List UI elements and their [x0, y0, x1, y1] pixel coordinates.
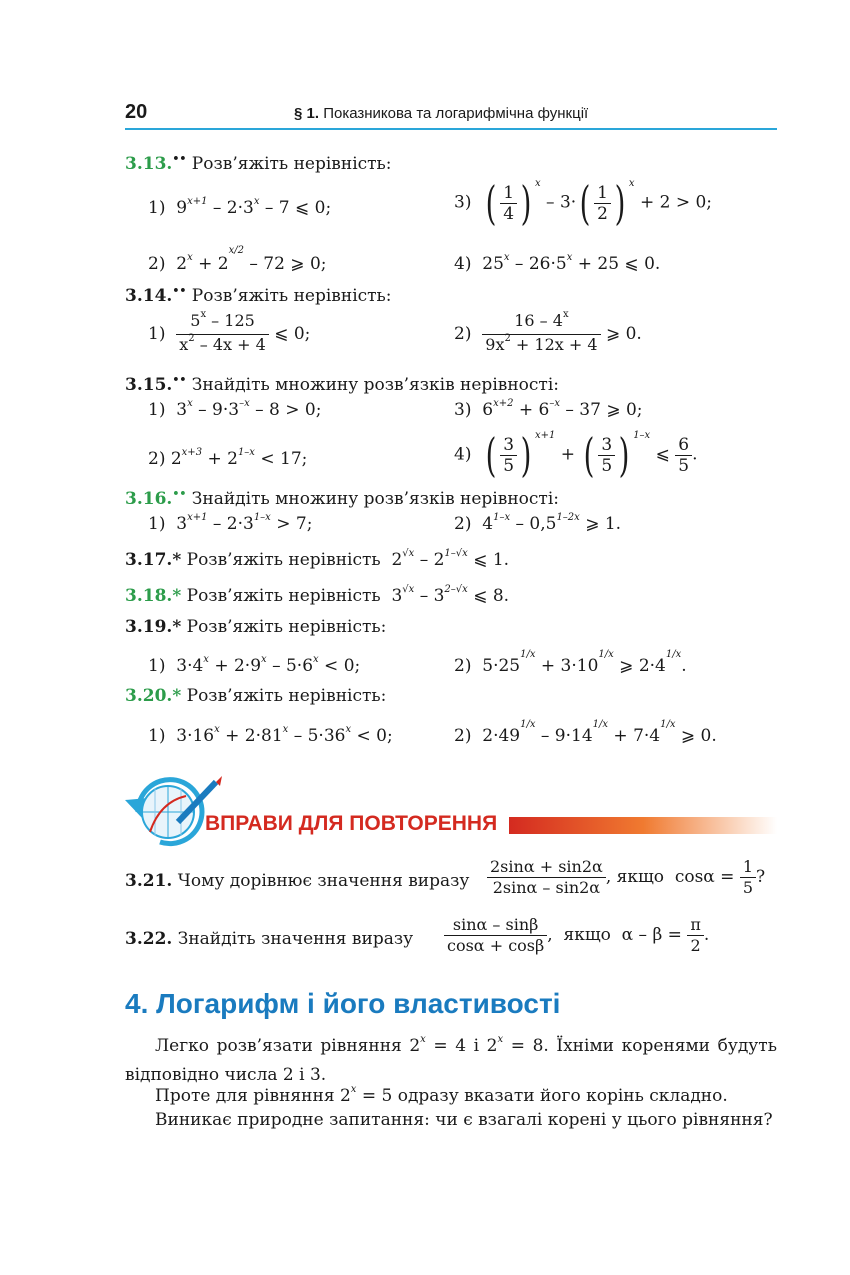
task-text: Чому дорівнює значення виразу: [177, 871, 470, 891]
task-number: 3.22.: [125, 929, 173, 949]
task-3-19: [125, 616, 386, 638]
task-number: 3.20.: [125, 686, 173, 706]
item-3-13-4: 4) $25^x - 26\cdot 5^x + 25$ ⩽ 0.: [454, 252, 661, 274]
task-3-15: [125, 374, 559, 398]
item-3-15-4: 4) ( $\frac{3}{5}$ ) $^{x+1}$ + ( $\frac{3}{5}$ ) $^{1-x}$ ⩽ $\frac{6}{5}$ .: [454, 428, 698, 482]
item-3-19-1: 1) $3\cdot 4^x + 2\cdot 9^x - 5\cdot 6^x < 0$;: [148, 654, 361, 676]
task-text: Знайдіть множину розв’язків нерівності:: [191, 489, 559, 509]
task-mark: ••: [172, 487, 187, 500]
task-3-22: [125, 928, 413, 950]
task-3-13: [125, 153, 392, 177]
page-number: 20: [125, 101, 148, 123]
task-text: Розв’яжіть нерівність:: [191, 154, 392, 174]
task-number: 3.13.: [125, 154, 173, 174]
task-text: Знайдіть значення виразу: [177, 929, 414, 949]
task-mark: *: [172, 617, 182, 637]
repetition-banner: ВПРАВИ ДЛЯ ПОВТОРЕННЯ: [205, 812, 498, 835]
task-mark: *: [172, 550, 182, 570]
task-text: Знайдіть множину розв’язків нерівності:: [191, 375, 559, 395]
task-number: 3.21.: [125, 871, 173, 891]
inequality: $3^{√x} - 3^{2-√x}$ ⩽ 8.: [386, 584, 510, 606]
task-mark: ••: [172, 284, 187, 297]
task-number: 3.18.: [125, 586, 173, 606]
item-3-13-2: 2) $2^x + 2^{x/2} - 72$ ⩾ 0;: [148, 245, 327, 274]
paragraph-1: Легко розв’язати рівняння $2^x = 4$ і $2^x = 8$. Їхніми коренями будуть відповідно числа 2 і 3.: [125, 1034, 777, 1085]
task-number: 3.19.: [125, 617, 173, 637]
task-number: 3.17.: [125, 550, 173, 570]
task-number: 3.15.: [125, 375, 173, 395]
p1-text-b: і: [473, 1036, 480, 1056]
task-3-20: [125, 685, 386, 707]
running-header: [294, 105, 588, 122]
section-title-header: Показникова та логарифмічна функції: [323, 105, 589, 122]
repetition-bar: [509, 817, 777, 834]
p2-text-a: Проте для рівняння: [155, 1086, 335, 1106]
task-text: Розв’яжіть нерівність: [186, 550, 381, 570]
item-3-20-2: 2) $2\cdot 49^{1/x} - 9\cdot 14^{1/x} + 7\cdot 4^{1/x}$ ⩾ 0.: [454, 719, 717, 746]
p1-text-a: Легко розв’язати рівняння: [155, 1036, 402, 1056]
task-text: Розв’яжіть нерівність:: [186, 617, 387, 637]
task-3-21: [125, 870, 469, 892]
task-text: Розв’яжіть нерівність:: [191, 286, 392, 306]
task-3-17: [125, 549, 509, 574]
item-3-13-1: 1) $9^{x+1} - 2\cdot 3^x - 7$ ⩽ 0;: [148, 196, 332, 218]
task-text: Розв’яжіть нерівність:: [186, 686, 387, 706]
item-3-15-1: 1) $3^x - 9\cdot 3^{-x} - 8 > 0$;: [148, 398, 322, 420]
task-3-14: [125, 285, 392, 309]
task-mark: ••: [172, 373, 187, 386]
paragraph-3: Виникає природне запитання: чи є взагалі корені у цього рівняння?: [155, 1110, 773, 1130]
item-3-14-2: 2) $\frac{16 - 4^x}{9x^2 + 12x + 4}$ ⩾ 0.: [454, 309, 642, 354]
inequality: $2^{√x} - 2^{1-√x}$ ⩽ 1.: [386, 548, 510, 570]
expr-3-22: $\frac{\sin\alpha - \sin\beta}{\cos\alpha + \cos\beta}$ , якщо α – β = $\frac{\pi}{2}$ .: [444, 915, 709, 956]
p2-text-b: одразу вказати його корінь складно.: [397, 1086, 728, 1106]
expr-3-21: $\frac{2\sin\alpha + \sin 2\alpha}{2\sin\alpha - \sin 2\alpha}$ , якщо cosα = $\frac{1}{5}$ ?: [487, 857, 765, 898]
task-3-18: [125, 585, 509, 610]
task-3-16: [125, 488, 559, 512]
header-rule: [125, 128, 777, 130]
item-3-15-3: 3) $6^{x+2} + 6^{-x} - 37$ ⩾ 0;: [454, 398, 643, 420]
section-mark: § 1.: [294, 105, 320, 122]
item-3-15-2: 2) $2^{x+3} + 2^{1-x} < 17$;: [148, 447, 308, 469]
p1-text-c: Їхніми коренями будуть відповідно числа 2 і 3.: [125, 1036, 777, 1085]
task-mark: ••: [172, 152, 187, 165]
if-word: якщо: [616, 867, 665, 887]
item-3-14-1: 1) $\frac{5^x - 125}{x^2 - 4x + 4}$ ⩽ 0;: [148, 309, 311, 354]
section-title: 4. Логарифм і його властивості: [125, 988, 561, 1019]
task-mark: *: [172, 686, 182, 706]
task-text: Розв’яжіть нерівність: [186, 586, 381, 606]
if-word: якщо: [563, 925, 611, 945]
item-3-20-1: 1) $3\cdot 16^x + 2\cdot 81^x - 5\cdot 36^x < 0$;: [148, 724, 393, 746]
item-3-13-3: 3) ( $\frac{1}{4}$ ) $^x$ – 3·( $\frac{1}{2}$ ) $^x$ + 2 > 0;: [454, 176, 713, 230]
item-3-16-1: 1) $3^{x+1} - 2\cdot 3^{1-x} > 7$;: [148, 512, 313, 534]
item-3-16-2: 2) $4^{1-x} - 0,5^{1-2x}$ ⩾ 1.: [454, 512, 622, 534]
paragraph-2: Проте для рівняння $2^x = 5$ одразу вказати його корінь складно.: [155, 1084, 728, 1106]
task-number: 3.16.: [125, 489, 173, 509]
task-mark: *: [172, 586, 182, 606]
task-number: 3.14.: [125, 286, 173, 306]
item-3-19-2: 2) $5\cdot 25^{1/x} + 3\cdot 10^{1/x}$ ⩾ $2\cdot 4^{1/x}$.: [454, 649, 687, 676]
